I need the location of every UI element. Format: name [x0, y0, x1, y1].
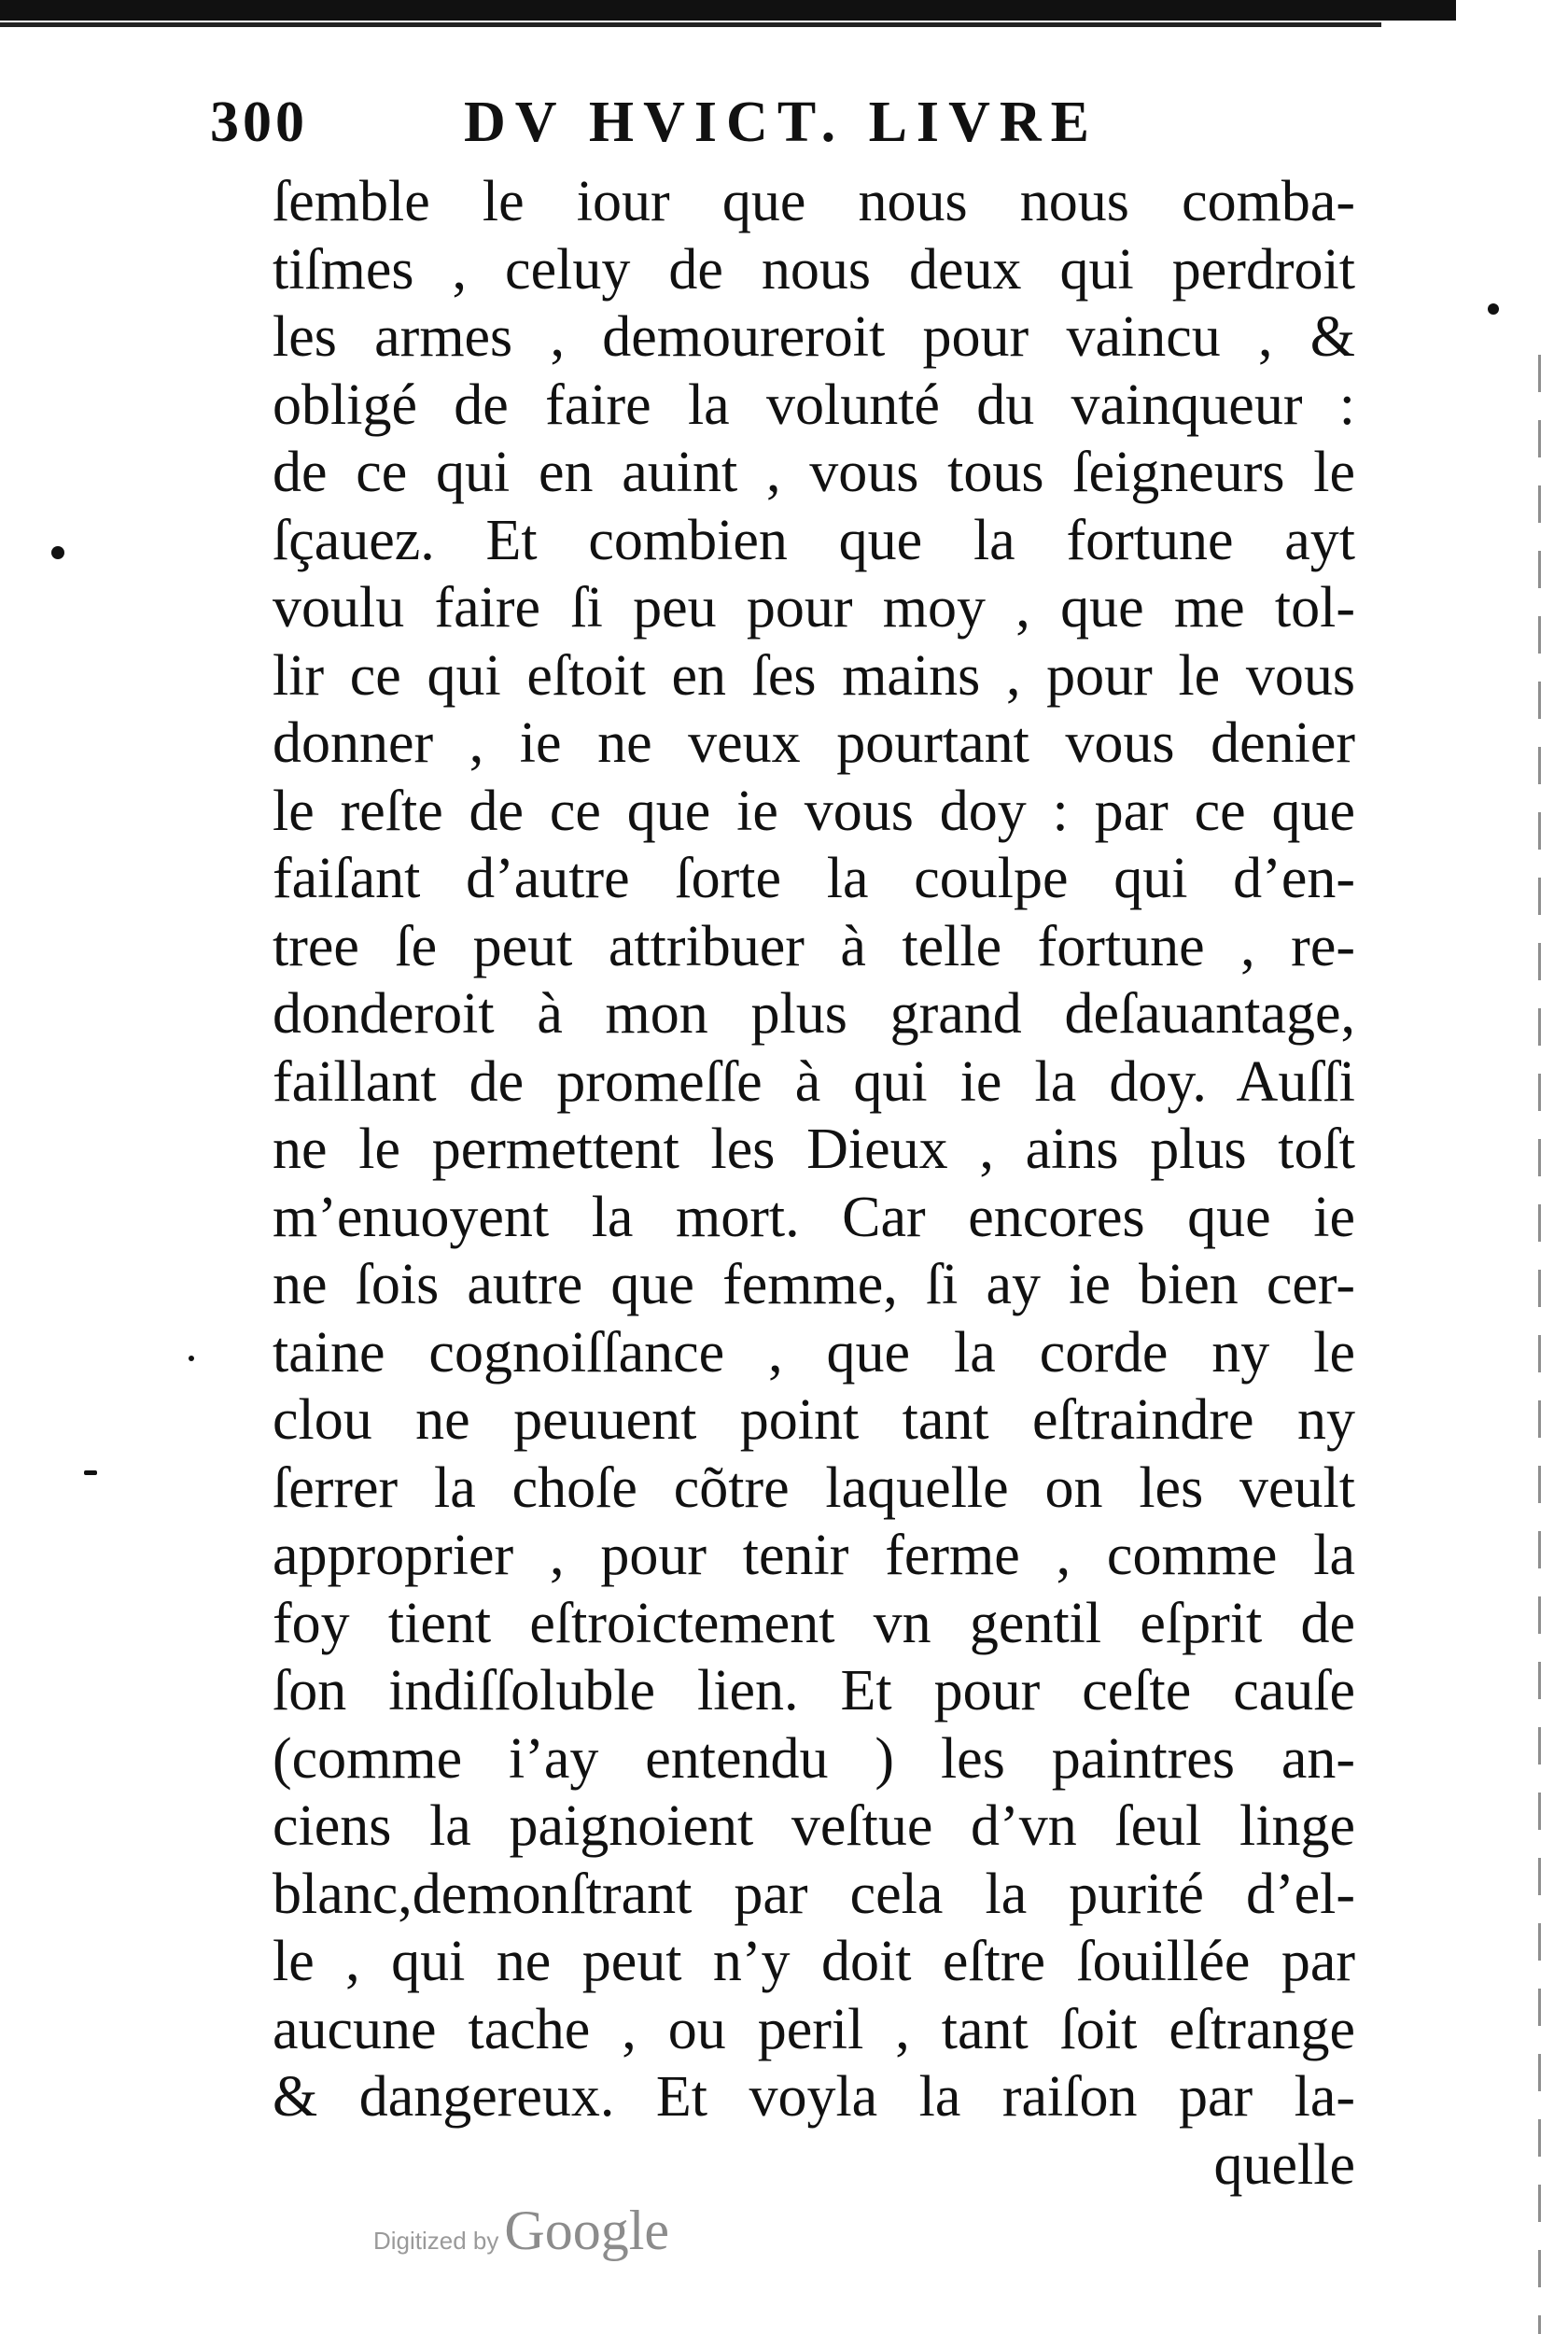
text-line: (comme i’ay entendu ) les paintres an-: [273, 1726, 1355, 1791]
text-line: faiſant d’autre ſorte la coulpe qui d’en-: [273, 847, 1355, 910]
right-page-edge: [1538, 355, 1541, 2334]
google-logo-text: Google: [504, 2200, 670, 2261]
digitized-by-google-watermark: [373, 2199, 669, 2263]
text-line: de ce qui en auint , vous tous ſeigneurs le: [273, 441, 1355, 504]
text-line: donner , ie ne veux pourtant vous denier: [273, 711, 1355, 775]
text-line: ſon indiſſoluble lien. Et pour ceſte cauſe: [273, 1659, 1355, 1722]
page-number: 300: [210, 91, 308, 154]
text-line: ne ſois autre que femme, ſi ay ie bien cer-: [273, 1253, 1355, 1316]
text-line: ſerrer la choſe cõtre laquelle on les veult: [273, 1455, 1355, 1520]
text-line: approprier , pour tenir ferme , comme la: [273, 1524, 1355, 1587]
text-line: ne le permettent les Dieux , ains plus toſt: [273, 1118, 1355, 1181]
text-line: clou ne peuuent point tant eſtraindre ny: [273, 1388, 1355, 1452]
text-line: aucune tache , ou peril , tant ſoit eſtrange: [273, 1997, 1355, 2061]
text-line: lir ce qui eſtoit en ſes mains , pour le vous: [273, 643, 1355, 708]
text-line: le , qui ne peut n’y doit eſtre ſouillée par: [273, 1930, 1355, 1993]
catchword: quelle: [1213, 2132, 1355, 2197]
top-border-rule: [0, 0, 1456, 21]
digitized-by-label: Digitized by: [373, 2227, 499, 2255]
ink-speck: [51, 546, 64, 559]
text-line: & dangereux. Et voyla la raiſon par la-: [273, 2065, 1355, 2129]
text-line: taine cognoiſſance , que la corde ny le: [273, 1320, 1355, 1385]
body-text: [273, 168, 1355, 2199]
text-line: donderoit à mon plus grand deſauantage,: [273, 982, 1355, 1046]
text-line: les armes , demoureroit pour vaincu , &: [273, 305, 1355, 369]
text-line: tree ſe peut attribuer à telle fortune , re-: [273, 914, 1355, 978]
text-line: ciens la paignoient veſtue d’vn ſeul linge: [273, 1794, 1355, 1858]
text-line: le reſte de ce que ie vous doy : par ce que: [273, 779, 1355, 843]
ink-speck: [1488, 303, 1499, 315]
text-line: blanc,demonſtrant par cela la purité d’el-: [273, 1862, 1355, 1926]
ink-speck: [84, 1470, 97, 1475]
running-title: DV HVICT. LIVRE: [464, 91, 1099, 154]
text-line: obligé de faire la volunté du vainqueur :: [273, 373, 1355, 437]
text-line: m’enuoyent la mort. Car encores que ie: [273, 1185, 1355, 1249]
text-line: faillant de promeſſe à qui ie la doy. Auſſi: [273, 1049, 1355, 1114]
text-line: ſemble le iour que nous nous comba-: [273, 170, 1355, 233]
text-line: ſçauez. Et combien que la fortune ayt: [273, 508, 1355, 572]
ink-speck: [189, 1356, 194, 1361]
page-header: [210, 90, 1367, 164]
text-line: tiſmes , celuy de nous deux qui perdroit: [273, 237, 1355, 302]
text-line: foy tient eſtroictement vn gentil eſprit de: [273, 1591, 1355, 1655]
text-line: voulu faire ſi peu pour moy , que me tol-: [273, 576, 1355, 640]
